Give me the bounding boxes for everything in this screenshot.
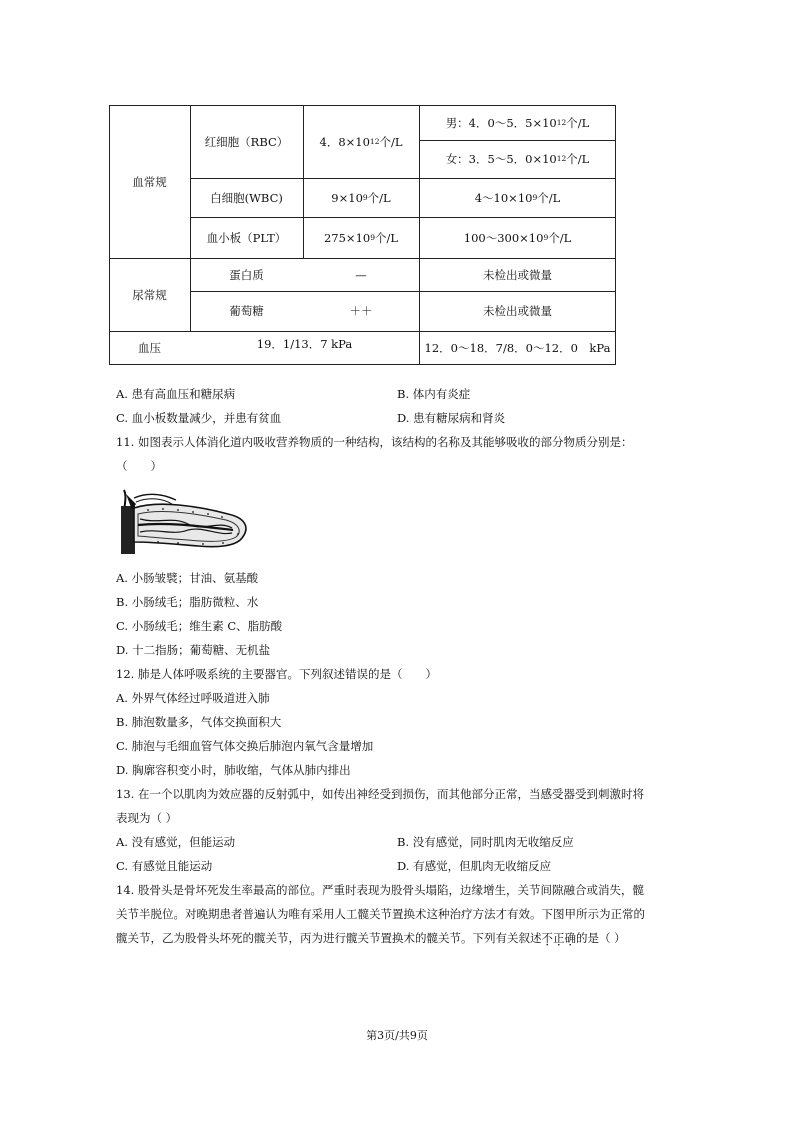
rbc-ref-female: 女：3．5～5．0×10 12 个/L bbox=[445, 152, 590, 166]
protein-label: 蛋白质 bbox=[229, 267, 264, 282]
protein-ref: 未检出或微量 bbox=[483, 267, 552, 282]
plt-ref: 100～300×10 9 个/L bbox=[463, 230, 572, 245]
protein-value: — bbox=[355, 267, 367, 282]
q10-option-b: B. 体内有炎症 bbox=[397, 387, 471, 401]
emphasis-char: 确 bbox=[564, 931, 576, 945]
q12-stem: 12. 肺是人体呼吸系统的主要器官。下列叙述错误的是（ ） bbox=[116, 667, 437, 681]
q12-option-c: C. 肺泡与毛细血管气体交换后肺泡内氧气含量增加 bbox=[116, 739, 374, 753]
wbc-label: 白细胞(WBC) bbox=[210, 190, 283, 205]
glucose-label: 葡萄糖 bbox=[229, 304, 264, 318]
q13-option-b: B. 没有感觉，同时肌肉无收缩反应 bbox=[397, 835, 574, 849]
q10-option-c: C. 血小板数量减少，并患有贫血 bbox=[116, 411, 282, 425]
wbc-value: 9×10 9 个/L bbox=[331, 190, 391, 205]
bp-ref: 12．0～18．7/8．0～12．0 kPa bbox=[424, 341, 611, 355]
q11-option-b: B. 小肠绒毛；脂肪微粒、水 bbox=[116, 595, 259, 609]
q13-option-c: C. 有感觉且能运动 bbox=[116, 859, 213, 873]
q12-option-a: A. 外界气体经过呼吸道进入肺 bbox=[116, 691, 270, 705]
blood-routine-label: 血常规 bbox=[132, 174, 167, 189]
q11-stem: 11. 如图表示人体消化道内吸收营养物质的一种结构，该结构的名称及其能够吸收的部分物质分别是： bbox=[116, 435, 633, 449]
glucose-value: ＋＋ bbox=[349, 304, 373, 318]
wbc-ref: 4～10×10 9 个/L bbox=[474, 190, 561, 205]
q10-option-a: A. 患有高血压和糖尿病 bbox=[116, 387, 236, 401]
q13-stem-cont: 表现为（ ） bbox=[116, 811, 178, 825]
rbc-ref-male: 男：4．0～5．5×10 12 个/L bbox=[445, 115, 590, 130]
q11-option-a: A. 小肠皱襞；甘油、氨基酸 bbox=[116, 571, 259, 585]
rbc-value: 4．8×10 12 个/L bbox=[319, 134, 403, 149]
bp-label: 血压 bbox=[138, 341, 161, 355]
q13-option-a: A. 没有感觉，但能运动 bbox=[116, 835, 236, 849]
glucose-ref: 未检出或微量 bbox=[483, 304, 552, 318]
urine-routine-label: 尿常规 bbox=[132, 287, 167, 302]
q11-option-d: D. 十二指肠；葡萄糖、无机盐 bbox=[116, 643, 271, 657]
emphasis-char: 正 bbox=[553, 931, 565, 945]
emphasis-char: 不 bbox=[541, 931, 553, 945]
q13-stem: 13. 在一个以肌肉为效应器的反射弧中，如传出神经受到损伤，而其他部分正常，当感受器受到刺激时将 bbox=[116, 787, 644, 801]
q14-line-3: 髋关节，乙为股骨头坏死的髋关节，丙为进行髋关节置换术的髋关节。下列有关叙述不正确的是（ ） bbox=[116, 931, 626, 945]
bp-value: 19．1/13．7 kPa bbox=[256, 337, 353, 351]
page-number: 第3页/共9页 bbox=[366, 1029, 428, 1042]
blood-test-table bbox=[109, 105, 616, 365]
q11-bracket: （ ） bbox=[116, 459, 162, 473]
q12-option-d: D. 胸廓容积变小时，肺收缩，气体从肺内排出 bbox=[116, 763, 351, 777]
plt-value: 275×10 9 个/L bbox=[323, 230, 399, 245]
q14-line-1: 14. 股骨头是骨坏死发生率最高的部位。严重时表现为股骨头塌陷，边缘增生，关节间隙融合或消失，髋 bbox=[116, 883, 644, 897]
q10-option-d: D. 患有糖尿病和肾炎 bbox=[397, 411, 506, 425]
q14-line-2: 关节半脱位。对晚期患者普遍认为唯有采用人工髋关节置换术这种治疗方法才有效。下图甲所示为正常的 bbox=[116, 907, 645, 921]
q11-option-c: C. 小肠绒毛；维生素 C、脂肪酸 bbox=[116, 619, 283, 633]
rbc-label: 红细胞（RBC） bbox=[204, 134, 289, 149]
intestinal-villus-figure bbox=[118, 488, 252, 556]
q12-option-b: B. 肺泡数量多，气体交换面积大 bbox=[116, 715, 282, 729]
plt-label: 血小板（PLT） bbox=[206, 230, 287, 245]
q13-option-d: D. 有感觉，但肌肉无收缩反应 bbox=[397, 859, 552, 873]
